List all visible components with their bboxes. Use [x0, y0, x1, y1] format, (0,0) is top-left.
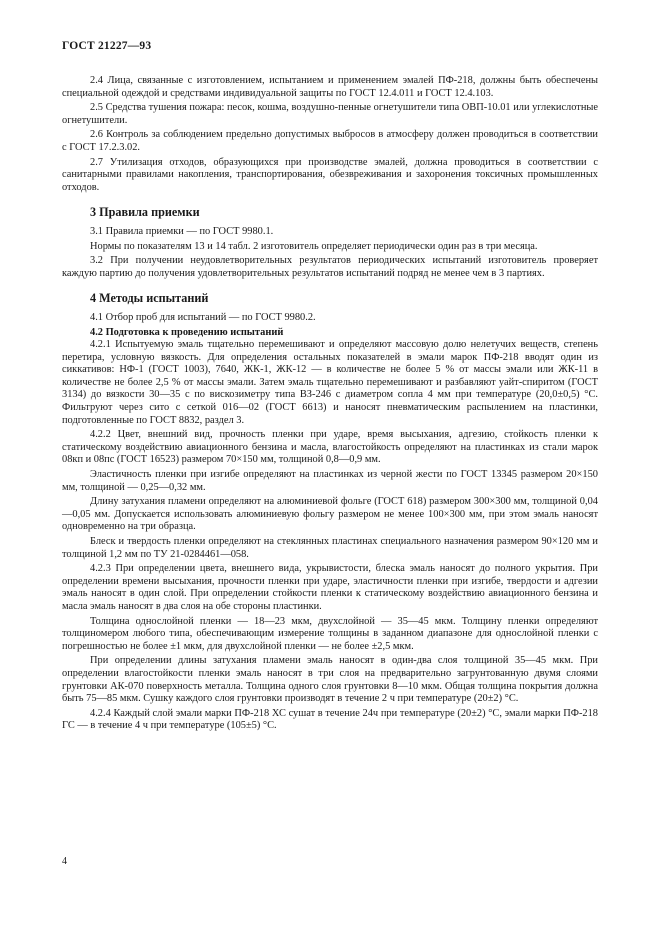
paragraph-3-1: 3.1 Правила приемки — по ГОСТ 9980.1.: [90, 225, 274, 237]
paragraph-4-2-1: 4.2.1 Испытуемую эмаль тщательно перемешивают и определяют массовую долю нелетучих веществ, степень перетира, условную вязкость. Для определения остальных показателей в эмали марок ПФ-218 вводят один из сиккативов: НФ-1 (ГОСТ 1003), 7640, ЖК-1, ЖК-12 — в количестве не более 5 % от массы эмали или ЖК-11 в количестве не более 2,5 % от массы эмали. Затем эмаль тщательно перемешивают и разбавляют уайт-спиритом (ГОСТ 3134) до вязкости 30—35 с по вискозиметру типа ВЗ-246 с диаметром сопла 4 мм при температуре (20,0±0,5) °С. Фильтруют через сито с сеткой 016—02 (ГОСТ 6613) и наносят пневматическим распылением на пластинки, подготовленные по ГОСТ 8832, раздел 3.: [62, 339, 598, 426]
page-content: [62, 75, 598, 735]
paragraph-4-1: 4.1 Отбор проб для испытаний — по ГОСТ 9980.2.: [90, 311, 316, 323]
paragraph-4-2-3-thickness: Толщина однослойной пленки — 18—23 мкм, двухслойной — 35—45 мкм. Толщину пленки определяют толщиномером любого типа, обеспечивающим измерение толщины в заданном диапазоне для однослойной пленки с погрешностью не более ±1 мкм, для двухслойной пленки — не более ±2,5 мкм.: [62, 615, 598, 652]
paragraph-2-7: 2.7 Утилизация отходов, образующихся при производстве эмалей, должна проводиться в соответствии с санитарными правилами накопления, транспортирования, обезвреживания и захоронения токсичных промышленных отходов.: [62, 156, 598, 193]
page-header: ГОСТ 21227—93: [62, 40, 152, 52]
paragraph-4-2-4: 4.2.4 Каждый слой эмали марки ПФ-218 ХС сушат в течение 24ч при температуре (20±2) °С, эмали марки ПФ-218 ГС — в течение 4 ч при температуре (105±5) °С.: [62, 707, 598, 732]
paragraph-2-4: 2.4 Лица, связанные с изготовлением, испытанием и применением эмалей ПФ-218, должны быть обеспечены специальной одеждой и средствами индивидуальной защиты по ГОСТ 12.4.011 и ГОСТ 12.4.103.: [62, 75, 598, 99]
paragraph-4-2-2-gloss: Блеск и твердость пленки определяют на стеклянных пластинах специального назначения размером 90×120 мм и толщиной 1,2 мм по ТУ 21-0284461—058.: [62, 536, 598, 560]
paragraph-4-2-3: 4.2.3 При определении цвета, внешнего вида, укрывистости, блеска эмаль наносят до полного укрытия. При определении времени высыхания, прочности пленки при ударе, эластичности пленки при изгибе, твердости и адгезии эмаль наносят в один слой. При определении стойкости пленки к статическому воздействию авиационного бензина и масла эмаль наносят в два слоя на обе стороны пластинки.: [62, 563, 598, 612]
paragraph-3-2: 3.2 При получении неудовлетворительных результатов периодических испытаний изготовитель проверяет каждую партию до получения удовлетворительных результатов испытаний подряд не менее чем в 3 партиях.: [62, 255, 598, 279]
section-4-title: 4 Методы испытаний: [90, 291, 209, 306]
subsection-4-2-title: 4.2 Подготовка к проведению испытаний: [90, 326, 284, 338]
section-3-title: 3 Правила приемки: [90, 205, 200, 220]
paragraph-4-2-2-flame: Длину затухания пламени определяют на алюминиевой фольге (ГОСТ 618) размером 300×300 мм, толщиной 0,04—0,05 мм. Допускается использовать алюминиевую фольгу размером не менее 100×300 мм, при этом эмаль наносят одновременно на три образца.: [62, 496, 598, 533]
paragraph-2-5: 2.5 Средства тушения пожара: песок, кошма, воздушно-пенные огнетушители типа ОВП-10.01 или углекислотные огнетушители.: [62, 102, 598, 126]
paragraph-3-1-norms: Нормы по показателям 13 и 14 табл. 2 изготовитель определяет периодически один раз в три месяца.: [90, 240, 538, 252]
paragraph-4-2-2-elasticity: Эластичность пленки при изгибе определяют на пластинках из черной жести по ГОСТ 13345 размером 20×150 мм, толщиной — 0,25—0,32 мм.: [62, 469, 598, 493]
paragraph-4-2-2: 4.2.2 Цвет, внешний вид, прочность пленки при ударе, время высыхания, адгезию, стойкость пленки к статическому воздействию авиационного бензина и масла, влагостойкость определяют на пластинках из стали марок 08кп и 08пс (ГОСТ 16523) размером 70×150 мм, толщиной 0,8—0,9 мм.: [62, 429, 598, 466]
paragraph-2-6: 2.6 Контроль за соблюдением предельно допустимых выбросов в атмосферу должен проводиться в соответствии с ГОСТ 17.2.3.02.: [62, 129, 598, 153]
page-number: 4: [62, 856, 67, 867]
paragraph-4-2-3-primer: При определении длины затухания пламени эмаль наносят в один-два слоя толщиной 35—45 мкм. При определении влагостойкости пленки эмаль наносят в три слоя на предварительно загрунтованную двумя слоями грунтовки АК-070 поверхность металла. Толщина одного слоя грунтовки 8—10 мкм. Общая толщина покрытия должна быть 75—85 мкм. Сушку каждого слоя грунтовки производят в течение 2 ч при температуре (20±2) °С.: [62, 655, 598, 705]
